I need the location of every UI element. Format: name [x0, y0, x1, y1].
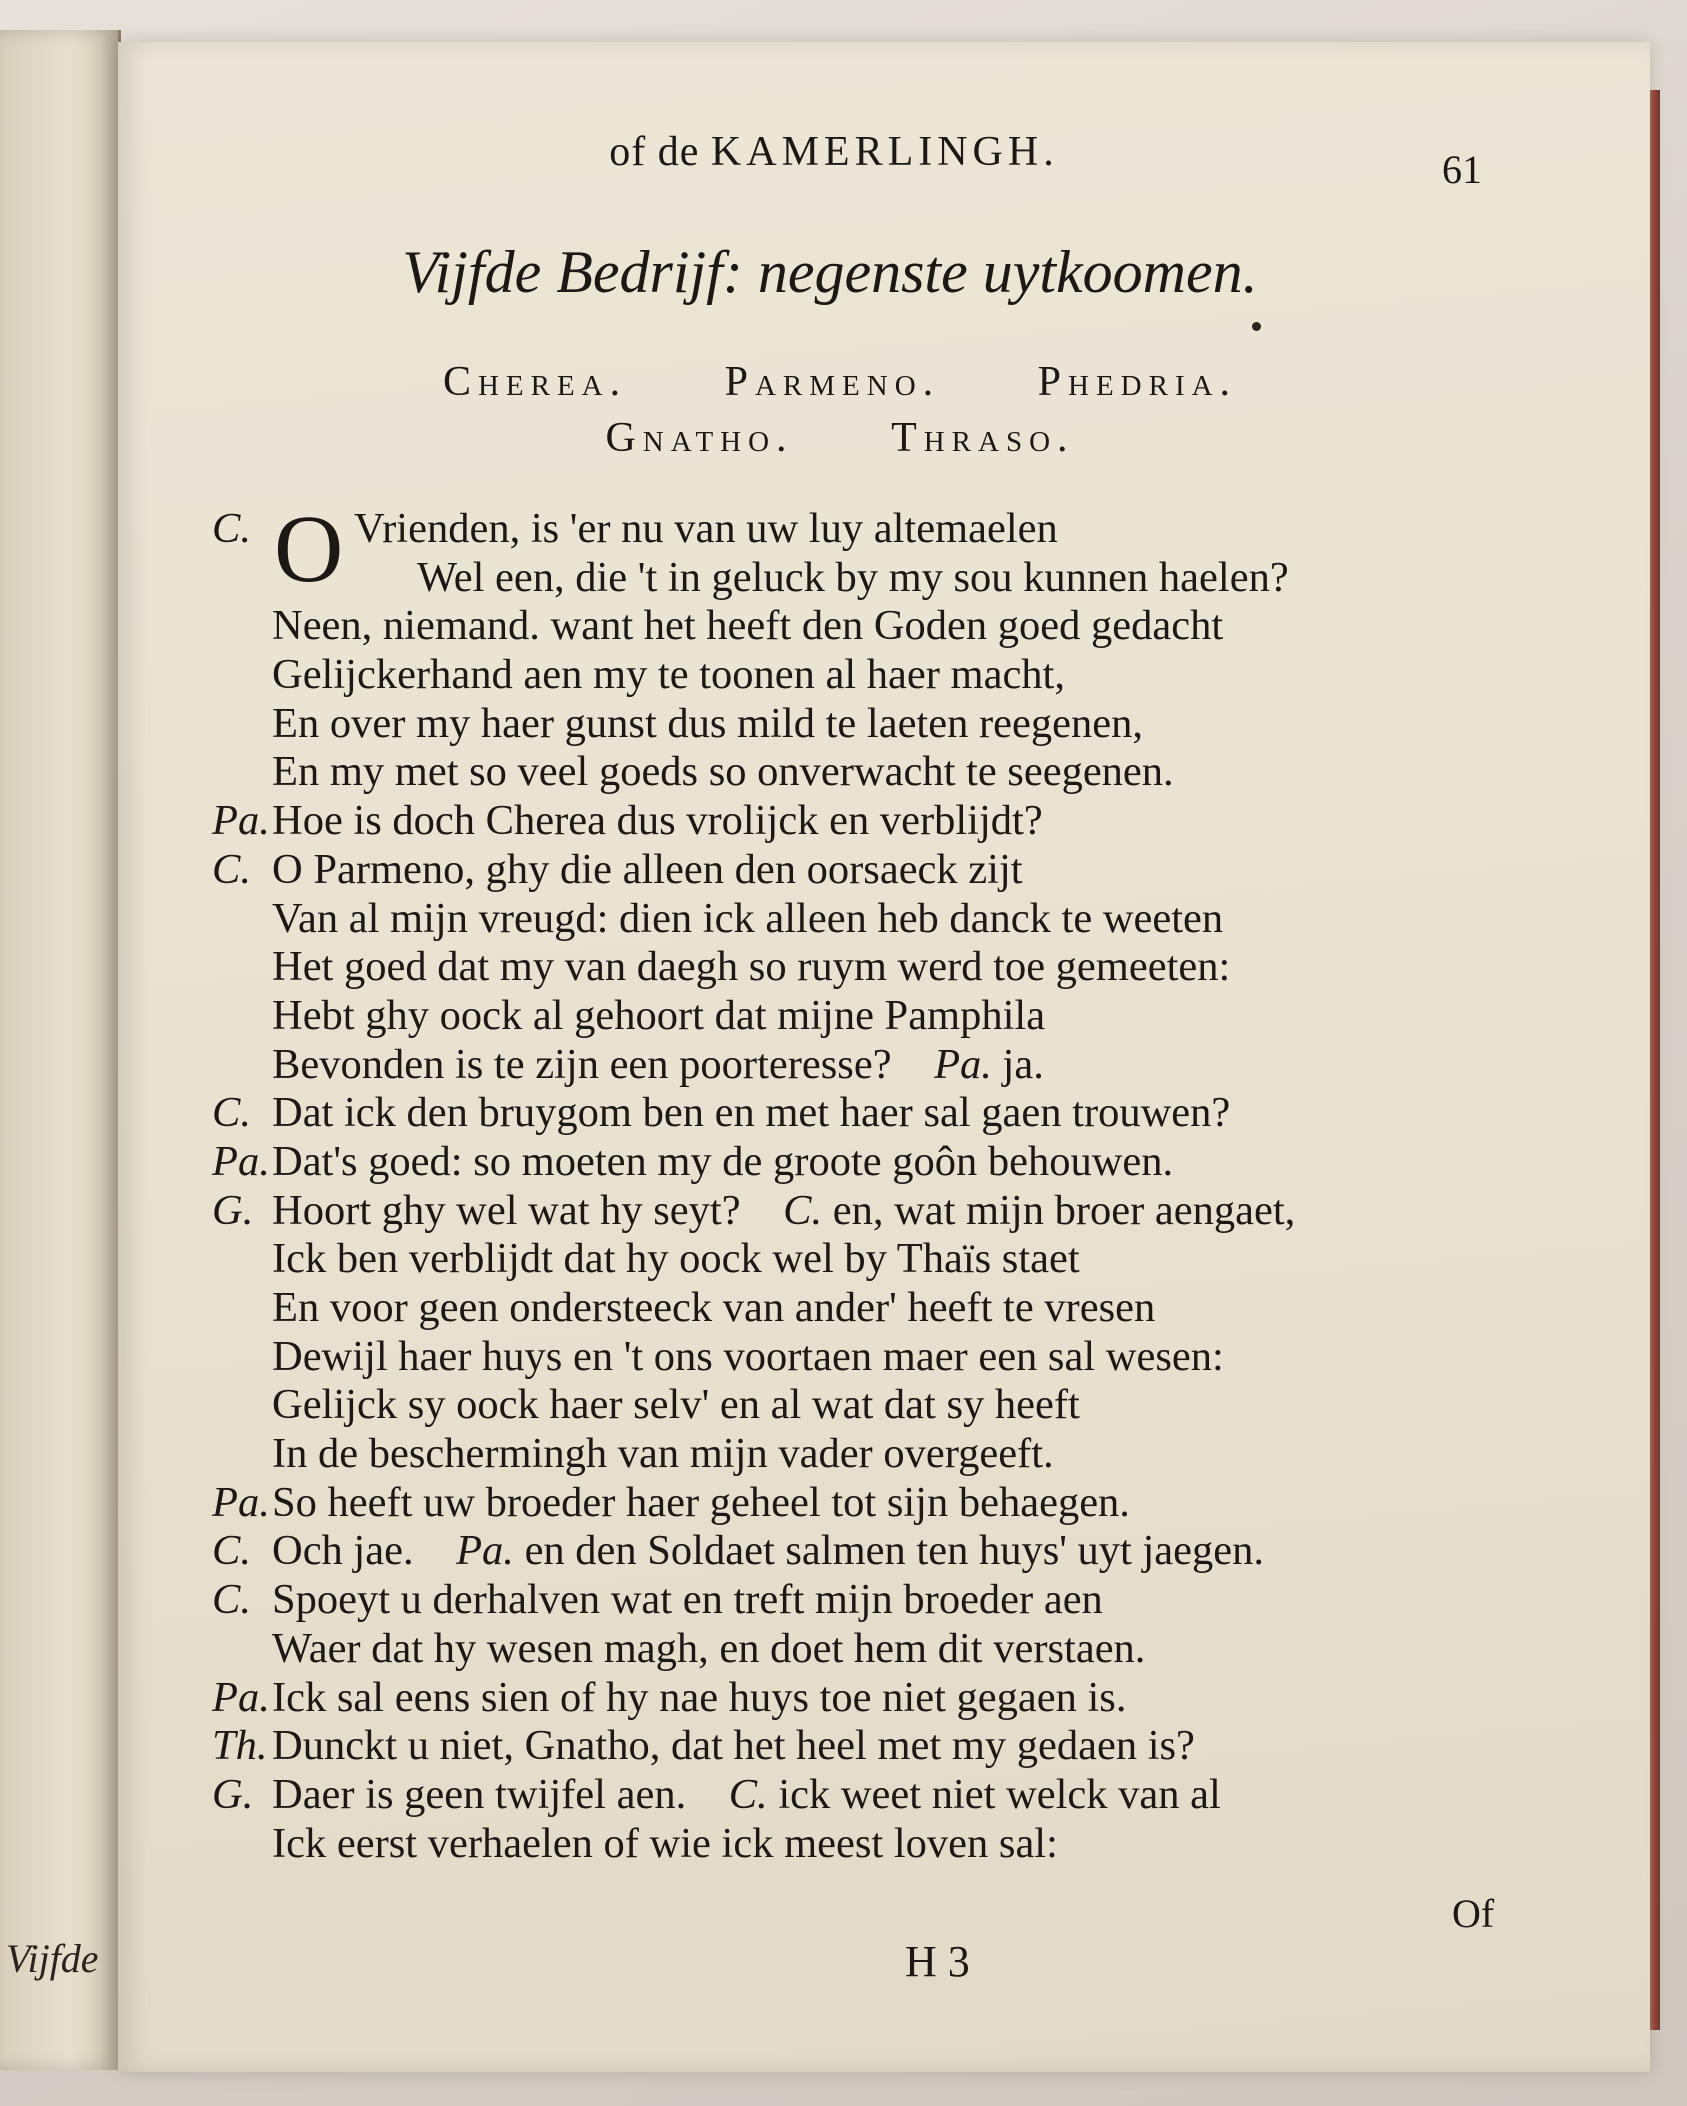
- line-text: En over my haer gunst dus mild te laeten reegenen,: [272, 699, 1143, 747]
- line-text: Ick sal eens sien of hy nae huys toe niet gegaen is.: [272, 1673, 1127, 1721]
- line-text: O Parmeno, ghy die alleen den oorsaeck zijt: [272, 845, 1023, 893]
- speaker-label: C.: [728, 1770, 768, 1818]
- verse-text-line: [272, 1576, 1103, 1625]
- speaker-label: C.: [212, 505, 251, 552]
- speaker-label: C.: [783, 1186, 823, 1234]
- cast-list-row1: [260, 358, 1420, 406]
- speaker-label: Th.: [212, 1722, 268, 1770]
- verse-text-line: [272, 895, 1223, 944]
- running-head-prefix: of de: [609, 129, 700, 175]
- verse-line: [212, 602, 1472, 651]
- line-text: Dewijl haer huys en 't ons voortaen maer een sal wesen:: [272, 1332, 1224, 1380]
- cast-list-row2: [260, 414, 1420, 462]
- cast-name: Cherea.: [442, 359, 628, 405]
- line-text: Het goed dat my van daegh so ruym werd toe gemeeten:: [272, 943, 1231, 991]
- line-text: Ick ben verblijdt dat hy oock wel by Thaïs staet: [272, 1235, 1080, 1283]
- speaker-label: Pa.: [934, 1040, 992, 1088]
- verse-text-line: [272, 602, 1223, 651]
- cast-name: Gnatho.: [605, 415, 794, 461]
- line-text: En voor geen ondersteeck van ander' heeft te vresen: [272, 1284, 1156, 1331]
- verse-text-line: [272, 1722, 1195, 1771]
- verse-line: [212, 1527, 1472, 1576]
- verse-text: [212, 495, 1472, 1868]
- scene-title: Vijfde Bedrijf: negenste uytkoomen.: [402, 239, 1258, 305]
- verse-line: [212, 1333, 1472, 1382]
- line-text: Hoe is doch Cherea dus vrolijck en verblijdt?: [272, 797, 1043, 845]
- line-text: Daer is geen twijfel aen.: [272, 1770, 687, 1818]
- verse-text-line: [354, 505, 1058, 554]
- ornament-dot: [1252, 322, 1261, 331]
- verse-line: [212, 846, 1472, 895]
- verse-text-line: [272, 1235, 1080, 1284]
- line-text: ja.: [1002, 1040, 1044, 1088]
- line-text: Hoort ghy wel wat hy seyt?: [272, 1186, 741, 1234]
- verse-line: [212, 1576, 1472, 1625]
- line-text: So heeft uw broeder haer geheel tot sijn behaegen.: [272, 1478, 1130, 1526]
- line-text: Van al mijn vreugd: dien ick alleen heb danck te weeten: [272, 894, 1224, 942]
- verse-line: [212, 1284, 1472, 1333]
- catchword: Of: [1452, 1891, 1495, 1936]
- verse-line: [212, 797, 1472, 846]
- verse-text-line: [272, 1187, 1295, 1236]
- speaker-label: Pa.: [212, 797, 270, 845]
- verse-line: [212, 1089, 1472, 1138]
- verse-text-line: [272, 1381, 1080, 1430]
- line-text: Gelijck sy oock haer selv' en al wat dat sy heeft: [272, 1381, 1080, 1429]
- cast-name: Parmeno.: [724, 359, 941, 405]
- line-text: Wel een, die 't in geluck by my sou kunnen haelen?: [417, 553, 1289, 601]
- speaker-label: Pa.: [456, 1527, 514, 1575]
- verse-line: [212, 1430, 1472, 1479]
- verse-text-line: [272, 1041, 1044, 1090]
- cast-name: Phedria.: [1037, 359, 1238, 405]
- line-text: In de beschermingh van mijn vader overgeeft.: [272, 1430, 1054, 1478]
- verse-text-line: [272, 1138, 1173, 1187]
- line-text: en den Soldaet salmen ten huys' uyt jaegen.: [524, 1527, 1264, 1575]
- line-text: Och jae.: [272, 1527, 414, 1575]
- verse-text-line: [272, 992, 1045, 1041]
- drop-cap: O: [274, 495, 344, 602]
- verse-line: [212, 992, 1472, 1041]
- cast-name: Thraso.: [891, 415, 1075, 461]
- verse-line: [212, 943, 1472, 992]
- running-head: [394, 128, 1274, 176]
- signature-mark: H 3: [905, 1937, 970, 1986]
- verse-line: [212, 700, 1472, 749]
- verse-text-line: [272, 1430, 1054, 1479]
- verse-line: [212, 1722, 1472, 1771]
- verse-text-line: [272, 700, 1143, 749]
- line-text: Dunckt u niet, Gnatho, dat het heel met my gedaen is?: [272, 1722, 1195, 1770]
- verse-line: [212, 1381, 1472, 1430]
- verse-text-line: [272, 797, 1043, 846]
- line-text: Dat ick den bruygom ben en met haer sal gaen trouwen?: [272, 1089, 1231, 1137]
- verse-text-line: [272, 846, 1023, 895]
- verse-text-line: [272, 1527, 1264, 1576]
- speaker-label: Pa.: [212, 1137, 270, 1185]
- verse-text-line: [272, 651, 1065, 700]
- line-text: Neen, niemand. want het heeft den Goden goed gedacht: [272, 602, 1224, 650]
- verse-text-line: [272, 1674, 1126, 1723]
- verse-text-line: [272, 1089, 1230, 1138]
- verse-text-line: [417, 554, 1289, 603]
- verse-text-line: [272, 1333, 1224, 1382]
- running-head-title: KAMERLINGH.: [710, 129, 1059, 175]
- verse-line: [212, 1041, 1472, 1090]
- verse-text-line: [272, 1479, 1130, 1528]
- line-text: ick weet niet welck van al: [778, 1770, 1221, 1818]
- speaker-label: G.: [212, 1186, 254, 1234]
- verse-line: [212, 1820, 1472, 1869]
- verse-line: [212, 1771, 1472, 1820]
- verse-line: [212, 1187, 1472, 1236]
- speaker-label: C.: [212, 845, 251, 893]
- verse-line: [212, 748, 1472, 797]
- line-text: Waer dat hy wesen magh, en doet hem dit verstaen.: [272, 1624, 1146, 1672]
- line-text: Ick eerst verhaelen of wie ick meest loven sal:: [272, 1819, 1058, 1867]
- verse-line: [212, 1235, 1472, 1284]
- page-number: 61: [1442, 147, 1482, 192]
- line-text: Vrienden, is 'er nu van uw luy altemaelen: [354, 505, 1058, 552]
- verse-text-line: [272, 1820, 1058, 1869]
- facing-page-catchword: Vijfde: [6, 1936, 99, 1981]
- verse-text-line: [272, 1284, 1155, 1333]
- speaker-label: G.: [212, 1770, 254, 1818]
- verse-text-line: [272, 943, 1230, 992]
- verse-line: [212, 1138, 1472, 1187]
- verse-line: [212, 1674, 1472, 1723]
- line-text: Hebt ghy oock al gehoort dat mijne Pamphila: [272, 991, 1046, 1039]
- line-text: en, wat mijn broer aengaet,: [832, 1186, 1296, 1234]
- line-text: Gelijckerhand aen my te toonen al haer macht,: [272, 651, 1065, 699]
- speaker-label: Pa.: [212, 1478, 270, 1526]
- speaker-label: Pa.: [212, 1673, 270, 1721]
- line-text: En my met so veel goeds so onverwacht te seegenen.: [272, 748, 1174, 796]
- speaker-label: C.: [212, 1576, 251, 1624]
- line-text: Dat's goed: so moeten my de groote goôn behouwen.: [272, 1137, 1174, 1185]
- facing-page: [0, 30, 121, 2070]
- verse-text-line: [272, 1771, 1221, 1820]
- verse-line: [212, 1625, 1472, 1674]
- line-text: Spoeyt u derhalven wat en treft mijn broeder aen: [272, 1576, 1103, 1624]
- speaker-label: C.: [212, 1527, 251, 1575]
- verse-line: [212, 554, 1472, 603]
- verse-line: [212, 895, 1472, 944]
- verse-text-line: [272, 1625, 1145, 1674]
- verse-line: [212, 1479, 1472, 1528]
- verse-text-line: [272, 748, 1174, 797]
- verse-line: [212, 651, 1472, 700]
- line-text: Bevonden is te zijn een poorteresse?: [272, 1040, 892, 1088]
- speaker-label: C.: [212, 1089, 251, 1137]
